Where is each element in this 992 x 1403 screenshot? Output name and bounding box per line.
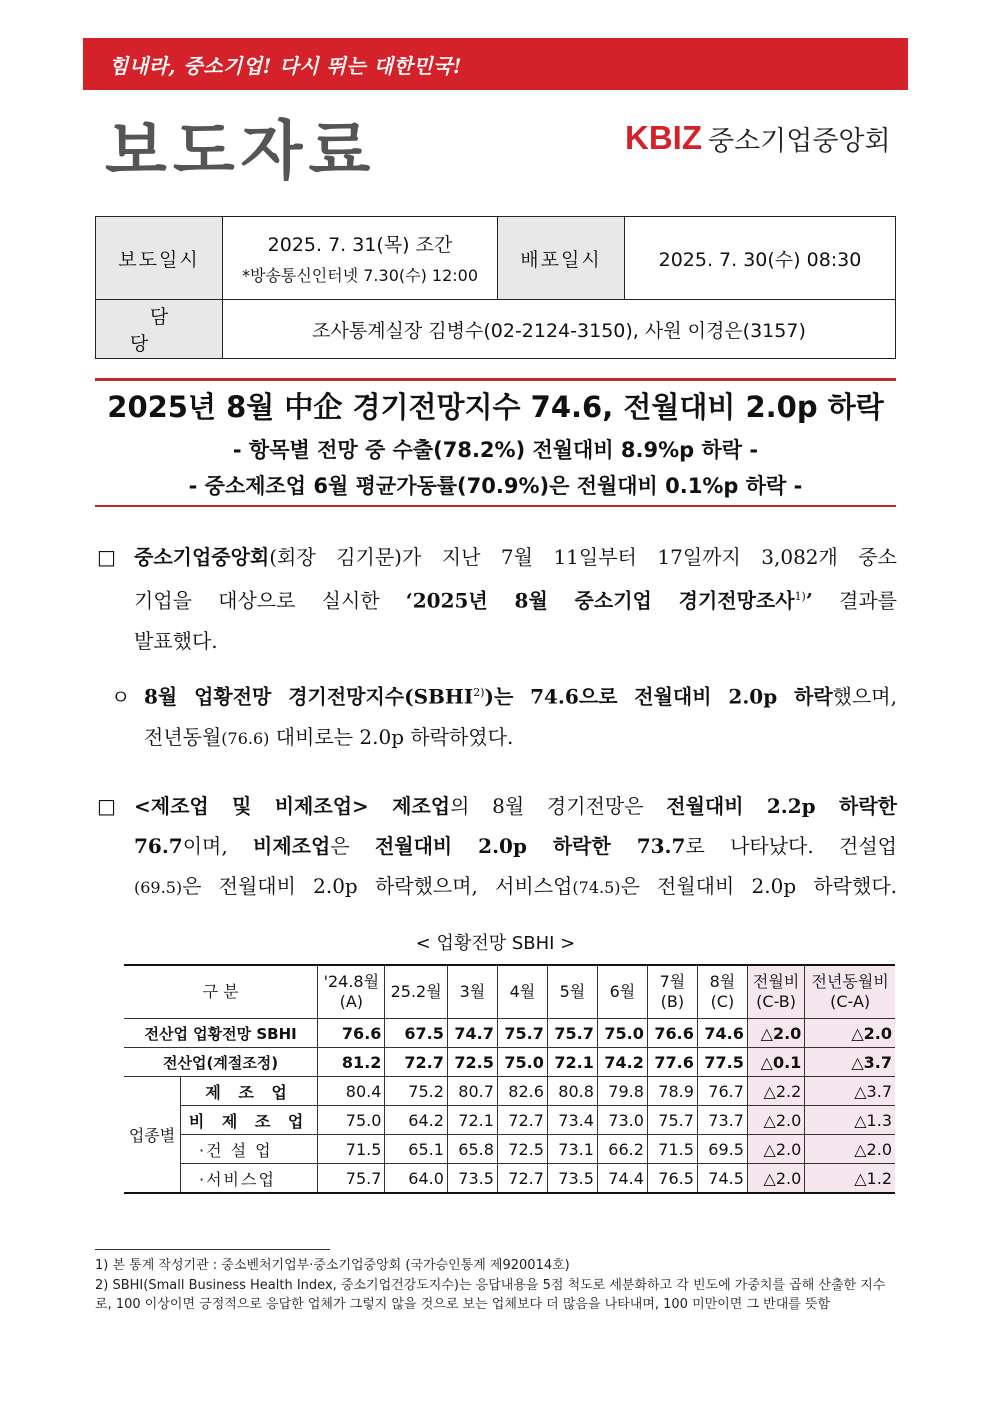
table-column-header: 5월 [547,965,597,1019]
table-cell: △1.3 [805,1106,895,1135]
sbhi-table [124,964,895,1194]
distribution-date-value: 2025. 7. 30(수) 08:30 [625,217,896,300]
table-cell: 75.7 [547,1019,597,1048]
table-cell: △2.0 [747,1019,804,1048]
table-cell: 78.9 [647,1077,697,1106]
table-cell: 67.5 [385,1019,447,1048]
table-row [124,1164,895,1194]
document-title: 보도자료 [105,115,377,189]
table-column-header: 전년동월비 (C-A) [805,965,895,1019]
table-cell: 74.5 [697,1164,747,1194]
footnote-1: 1) 본 통계 작성기관 : 중소벤처기업부·중소기업중앙회 (국가승인통계 제920014호) [95,1258,570,1273]
table-cell: 77.5 [697,1048,747,1077]
table-row [124,1019,895,1048]
row-label: ·건 설 업 [181,1135,318,1164]
table-column-header: 8월 (C) [697,965,747,1019]
table-cell: 65.8 [447,1135,497,1164]
table-cell: 72.7 [497,1106,547,1135]
release-date-cell [223,217,498,300]
table-cell: 73.5 [447,1164,497,1194]
footnote-rule [95,1249,330,1250]
table-cell: 80.4 [318,1077,385,1106]
table-cell: 75.0 [497,1048,547,1077]
table-cell: 75.0 [597,1019,647,1048]
circle-bullet-icon: ㅇ [111,685,131,709]
manager-value: 조사통계실장 김병수(02-2124-3150), 사원 이경은(3157) [223,300,896,359]
distribution-date-label: 배포일시 [498,217,625,300]
release-date-label: 보도일시 [96,217,223,300]
headline: 2025년 8월 中企 경기전망지수 74.6, 전월대비 2.0p 하락 [107,390,884,424]
row-label: 전산업 업황전망 SBHI [124,1019,318,1048]
table-cell: 80.8 [547,1077,597,1106]
table-cell: 76.6 [647,1019,697,1048]
table-cell: 75.7 [647,1106,697,1135]
table-cell: 79.8 [597,1077,647,1106]
table-column-header: 6월 [597,965,647,1019]
table-cell: 75.0 [318,1106,385,1135]
table-cell: △2.0 [805,1019,895,1048]
table-cell: 73.5 [547,1164,597,1194]
square-bullet-icon: □ [97,794,116,818]
table-cell: 66.2 [597,1135,647,1164]
table-cell: 73.0 [597,1106,647,1135]
table-cell: 80.7 [447,1077,497,1106]
table-cell: 72.5 [497,1135,547,1164]
table-header-row [124,965,895,1019]
table-column-header: '24.8월 (A) [318,965,385,1019]
table-cell: 73.1 [547,1135,597,1164]
table-row [124,1077,895,1106]
row-label: 제 조 업 [181,1077,318,1106]
headline-top-rule [95,378,896,381]
table-cell: 72.5 [447,1048,497,1077]
table-cell: 82.6 [497,1077,547,1106]
table-cell: △2.2 [747,1077,804,1106]
row-label: 전산업(계절조정) [124,1048,318,1077]
release-info-table [95,216,896,359]
table-column-header: 전월비 (C-B) [747,965,804,1019]
table-cell: △2.0 [747,1135,804,1164]
headline-bottom-rule [95,505,896,507]
table-cell: △1.2 [805,1164,895,1194]
table-caption: < 업황전망 SBHI > [415,933,576,954]
table-cell: 69.5 [697,1135,747,1164]
table-column-header: 3월 [447,965,497,1019]
table-cell: 74.7 [447,1019,497,1048]
manager-label: 담당 [96,300,223,359]
row-label: 비 제 조 업 [181,1106,318,1135]
table-cell: 74.6 [697,1019,747,1048]
paragraph-survey: 중소기업중앙회(회장 김기문)가 지난 7월 11일부터 17일까지 3,082개 중소 기업을 대상으로 실시한 ‘2025년 8월 중소기업 경기전망조사$^{1)}$’ 결과를 발표했다. [134,545,897,653]
table-cell: 76.7 [697,1077,747,1106]
table-cell: 64.0 [385,1164,447,1194]
kbiz-logo [625,118,891,158]
table-column-header: 7월 (B) [647,965,697,1019]
table-cell: 71.5 [647,1135,697,1164]
table-row [124,1048,895,1077]
table-header-label: 구 분 [124,965,318,1019]
industry-group-label: 업종별 [124,1077,181,1194]
row-label: ·서비스업 [181,1164,318,1194]
table-cell: △2.0 [805,1135,895,1164]
square-bullet-icon: □ [97,545,116,569]
paragraph-sbhi: 8월 업황전망 경기전망지수(SBHI$^{2)}$)는 74.6으로 전월대비 2.0p 하락했으며, 전년동월(76.6) 대비로는 2.0p 하락하였다. [144,684,897,749]
table-cell: 75.7 [497,1019,547,1048]
table-cell: 75.2 [385,1077,447,1106]
table-cell: △3.7 [805,1077,895,1106]
table-cell: 75.7 [318,1164,385,1194]
subheadline-2: - 중소제조업 6월 평균가동률(70.9%)은 전월대비 0.1%p 하락 - [188,474,803,498]
table-cell: 77.6 [647,1048,697,1077]
banner-slogan: 힘내라, 중소기업! 다시 뛰는 대한민국! [109,54,463,78]
slogan-banner [83,38,908,90]
subheadline-1: - 항목별 전망 중 수출(78.2%) 전월대비 8.9%p 하락 - [232,438,759,462]
table-cell: 72.1 [447,1106,497,1135]
table-column-header: 4월 [497,965,547,1019]
table-cell: 65.1 [385,1135,447,1164]
table-cell: △0.1 [747,1048,804,1077]
table-cell: 81.2 [318,1048,385,1077]
footnote-2: 2) SBHI(Small Business Health Index, 중소기업건강도지수)는 응답내용을 5점 척도로 세분화하고 각 빈도에 가중치를 곱해 산출한 지수로, 100 이상이면 긍정적으로 응답한 업체가 그렇지 않을 것으로 보는 업체보다 더 많음을 나타내며, 100 미만이면 그 반대를 뜻함 [95,1278,886,1312]
table-row [124,1135,895,1164]
table-cell: 71.5 [318,1135,385,1164]
table-cell: 76.6 [318,1019,385,1048]
table-column-header: 25.2월 [385,965,447,1019]
logo-name: 중소기업중앙회 [708,125,891,157]
release-date-value: 2025. 7. 31(목) 조간 [267,234,453,256]
table-cell: 72.7 [497,1164,547,1194]
table-cell: 76.5 [647,1164,697,1194]
table-row [124,1106,895,1135]
table-cell: △2.0 [747,1106,804,1135]
release-broadcast-note: *방송통신인터넷 7.30(수) 12:00 [241,266,479,285]
table-cell: 73.7 [697,1106,747,1135]
table-cell: 74.4 [597,1164,647,1194]
table-cell: 72.1 [547,1048,597,1077]
logo-mark: KBIZ [625,119,702,156]
table-cell: 74.2 [597,1048,647,1077]
table-cell: 73.4 [547,1106,597,1135]
table-cell: 64.2 [385,1106,447,1135]
table-cell: △3.7 [805,1048,895,1077]
paragraph-industry: <제조업 및 비제조업> 제조업의 8월 경기전망은 전월대비 2.2p 하락한 76.7이며, 비제조업은 전월대비 2.0p 하락한 73.7로 나타났다. 건설업 (69.5)은 전월대비 2.0p 하락했으며, 서비스업(74.5)은 전월대비 2.0p 하락했다. [134,794,897,898]
table-cell: △2.0 [747,1164,804,1194]
table-cell: 72.7 [385,1048,447,1077]
